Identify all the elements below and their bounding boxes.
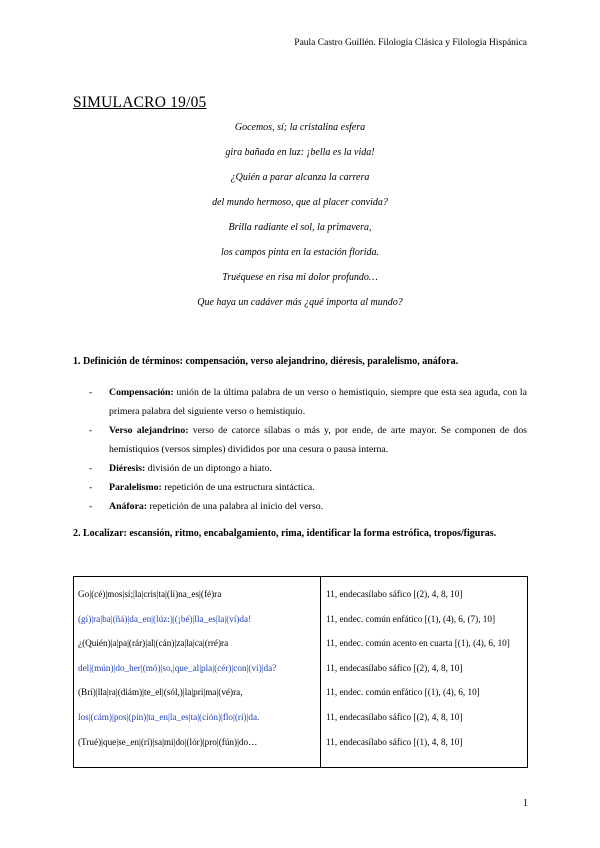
meter-line: 11, endec. común acento en cuarta [(1), (4), 6, 10] [326, 638, 510, 649]
scansion-line: (gí)|ra|ba|(ñá)|da_en|(lúz:)|(¡bé)|lla_es|la|(ví)da! [78, 613, 252, 624]
definition-term: Verso alejandrino: [109, 425, 189, 436]
meter-line: 11, endecasílabo sáfico [(2), 4, 8, 10] [326, 711, 463, 722]
list-bullet: - [89, 463, 93, 474]
scansion-line: (Trué)|que|se_en|(rí)|sa|mi|do|(lór)|pro|(fún)|do… [78, 736, 258, 747]
definition-term: Paralelismo: [109, 482, 162, 493]
definition-item [85, 497, 527, 516]
table-row [74, 577, 528, 768]
list-bullet: - [89, 425, 93, 436]
scansion-line: ¿(Quién)|a|pa|(rár)|al|(cán)|za|la|ca|(rré)ra [78, 638, 229, 649]
meter-line: 11, endec. común enfático [(1), (4), 6, 10] [326, 687, 480, 698]
definition-term: Compensación: [109, 387, 174, 398]
definition-text: repetición de una palabra al inicio del verso. [147, 501, 324, 512]
poem-line: gira bañada en luz: ¡bella es la vida! [225, 147, 375, 158]
poem [0, 121, 600, 321]
definition-text: unión de la última palabra de un verso o hemistiquio, siempre que esta sea aguda, con la primera palabra del siguiente verso o hemistiquio. [109, 387, 527, 417]
poem-line: los campos pinta en la estación florida. [220, 247, 380, 258]
scansion-column [74, 577, 321, 768]
definition-text: repetición de una estructura sintáctica. [161, 482, 315, 493]
page-header: Paula Castro Guillén. Filología Clásica y Filología Hispánica [294, 38, 527, 48]
scansion-line: los|(cám)|pos|(pín)|ta_en|la_es|ta|(ción)|flo|(rí)|da. [78, 711, 260, 722]
definition-text: verso de catorce sílabas o más y, por ende, de arte mayor. Se componen de dos hemistiquios (versos simples) divididos por una cesura o pausa interna. [109, 425, 527, 455]
definition-item [85, 478, 527, 497]
definition-item [85, 459, 527, 478]
poem-line: Truéquese en risa mi dolor profundo… [222, 272, 378, 283]
list-bullet: - [89, 482, 93, 493]
scansion-line: (Brí)|lla|ra|(diám)|te_el|(sól,)|la|pri|ma|(vé)ra, [78, 687, 243, 698]
scansion-line: del|(mún)|do_her|(mó)|so,|que_al|pla|(cér)|con|(ví)|da? [78, 662, 277, 673]
meter-line: 11, endecasílabo sáfico [(2), 4, 8, 10] [326, 662, 463, 673]
meter-line: 11, endecasílabo sáfico [(1), 4, 8, 10] [326, 736, 463, 747]
definition-item [85, 421, 527, 459]
meter-line: 11, endec. común enfático [(1), (4), 6, (7), 10] [326, 613, 496, 624]
definition-item [85, 383, 527, 421]
poem-line: del mundo hermoso, que al placer convida? [212, 197, 388, 208]
definition-term: Diéresis: [109, 463, 146, 474]
document-title: SIMULACRO 19/05 [73, 94, 207, 111]
poem-line: ¿Quién a parar alcanza la carrera [230, 172, 370, 183]
definition-term: Anáfora: [109, 501, 148, 512]
scansion-line: Go|(cé)|mos|sí;|la|cris|ta|(li)na_es|(fé)ra [78, 589, 222, 599]
list-bullet: - [89, 501, 93, 512]
scansion-table [73, 576, 528, 768]
page-number: 1 [523, 798, 528, 809]
poem-line: Gocemos, sí; la cristalina esfera [234, 122, 366, 133]
section-1-heading: 1. Definición de términos: compensación, verso alejandrino, diéresis, paralelismo, anáfora. [73, 356, 459, 367]
section-2-heading: 2. Localizar: escansión, ritmo, encabalgamiento, rima, identificar la forma estrófica, tropos/figuras. [73, 528, 497, 539]
meter-line: 11, endecasílabo sáfico [(2), 4, 8, 10] [326, 589, 463, 599]
definitions-list [85, 383, 527, 516]
poem-line: Que haya un cadáver más ¿qué importa al mundo? [197, 297, 403, 308]
meter-column [321, 577, 528, 768]
poem-line: Brilla radiante el sol, la primavera, [228, 222, 372, 233]
list-bullet: - [89, 387, 93, 398]
definition-text: división de un diptongo a hiato. [145, 463, 272, 474]
